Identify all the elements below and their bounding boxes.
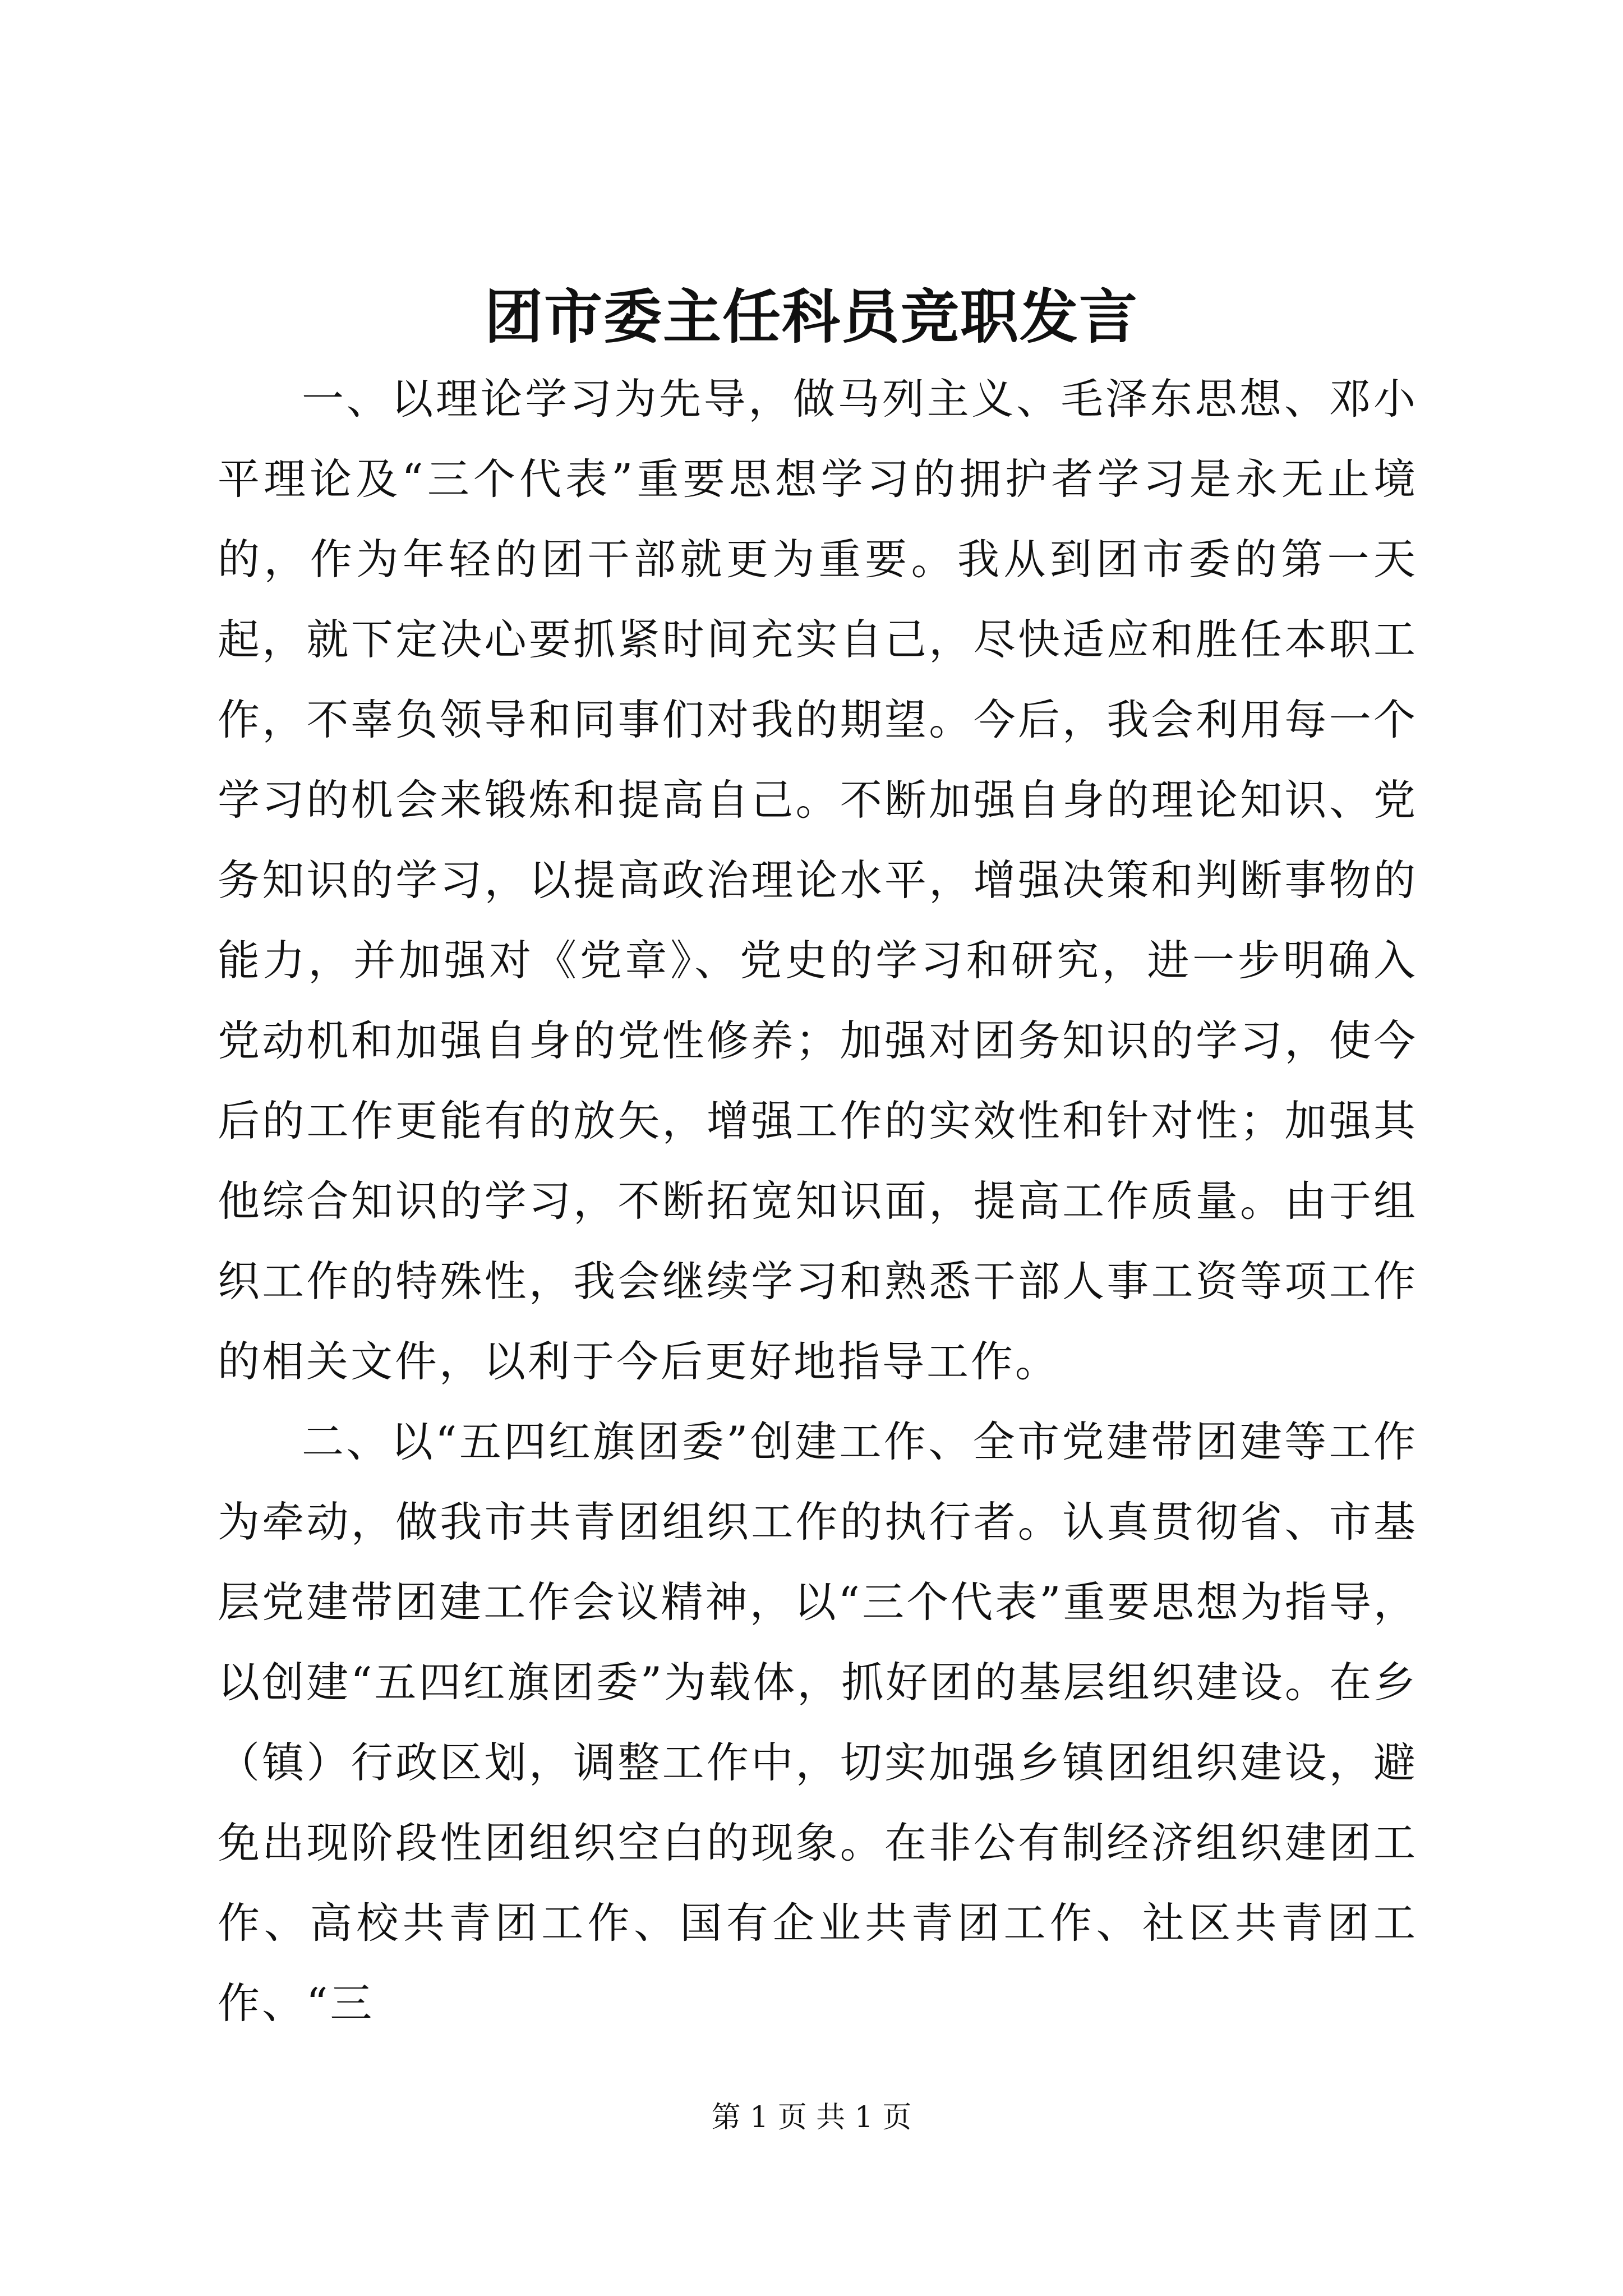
page-footer: 第 1 页 共 1 页 [711,2101,912,2134]
document-title: 团市委主任科员竞职发言 [484,282,1138,351]
paragraph-1: 一、以理论学习为先导，做马列主义、毛泽东思想、邓小平理论及“三个代表”重要思想学习的拥护者学习是永无止境的，作为年轻的团干部就更为重要。我从到团市委的第一天起，就下定决心要抓紧时间充实自己，尽快适应和胜任本职工作，不辜负领导和同事们对我的期望。今后，我会利用每一个学习的机会来锻炼和提高自己。不断加强自身的理论知识、党务知识的学习，以提高政治理论水平，增强决策和判断事物的能力，并加强对《党章》、党史的学习和研究，进一步明确入党动机和加强自身的党性修养；加强对团务知识的学习，使今后的工作更能有的放矢，增强工作的实效性和针对性；加强其他综合知识的学习，不断拓宽知识面，提高工作质量。由于组织工作的特殊性，我会继续学习和熟悉干部人事工资等项工作的相关文件，以利于今后更好地指导工作。 [218,374,1418,1386]
document-body [218,359,1418,2044]
paragraph-2: 二、以“五四红旗团委”创建工作、全市党建带团建等工作为牵动，做我市共青团组织工作的执行者。认真贯彻省、市基层党建带团建工作会议精神，以“三个代表”重要思想为指导，以创建“五四红旗团委”为载体，抓好团的基层组织建设。在乡（镇）行政区划，调整工作中，切实加强乡镇团组织建设，避免出现阶段性团组织空白的现象。在非公有制经济组织建团工作、高校共青团工作、国有企业共青团工作、社区共青团工作、“三 [218,1417,1418,2028]
